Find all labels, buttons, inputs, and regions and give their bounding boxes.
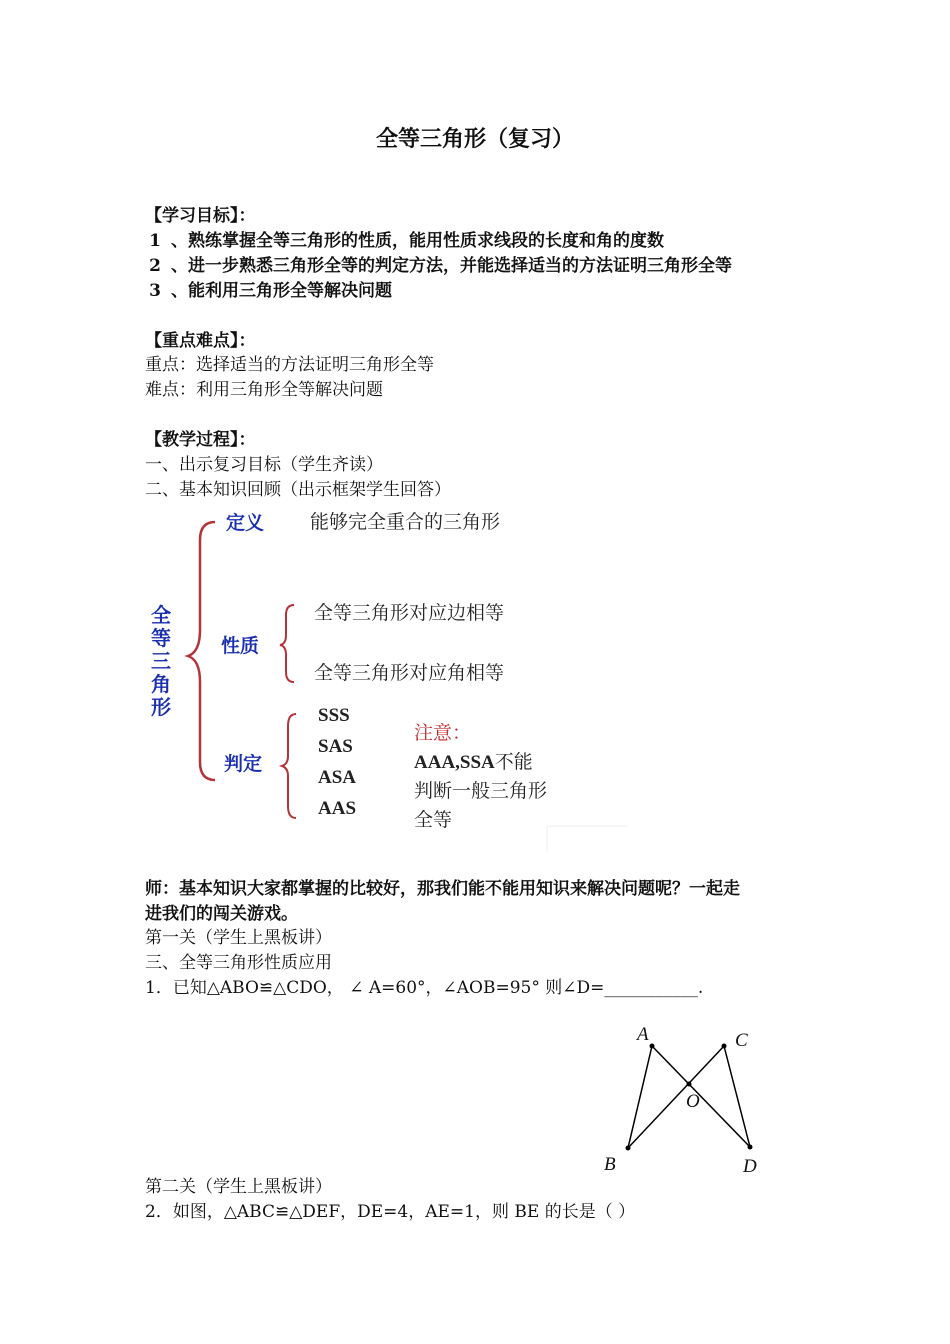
segment-cd: [724, 1046, 750, 1147]
level1-section: 三、全等三角形性质应用: [145, 953, 332, 973]
objective-num: 2: [149, 256, 161, 276]
difficult-point: 难点：利用三角形全等解决问题: [145, 380, 383, 400]
segment-bc: [628, 1046, 724, 1148]
root-char: 三: [151, 649, 171, 673]
objective-text: 、能利用三角形全等解决问题: [171, 281, 392, 301]
process-step-1: 一、出示复习目标（学生齐读）: [145, 455, 383, 475]
property-label: 性质: [221, 635, 260, 657]
objective-text: 、进一步熟悉三角形全等的判定方法，并能选择适当的方法证明三角形全等: [171, 256, 732, 276]
note-text: 不能: [494, 751, 533, 773]
segment-da: [652, 1046, 750, 1147]
level2-heading: 第二关（学生上黑板讲）: [145, 1177, 332, 1197]
teacher-line-2: 进我们的闯关游戏。: [145, 904, 298, 924]
point-label-d: D: [743, 1156, 757, 1177]
root-char: 角: [151, 672, 171, 696]
point-label-a: A: [637, 1024, 649, 1045]
objectives-heading: 【学习目标】：: [145, 206, 256, 226]
criteria-item: ASA: [318, 767, 357, 788]
definition-label: 定义: [226, 512, 265, 534]
process-step-2: 二、基本知识回顾（出示框架学生回答）: [145, 480, 451, 500]
property-item: 全等三角形对应边相等: [314, 602, 505, 624]
point-label-o: O: [686, 1091, 700, 1112]
note-line: 判断一般三角形: [414, 780, 548, 802]
objective-text: 、熟练掌握全等三角形的性质，能用性质求线段的长度和角的度数: [171, 231, 664, 251]
criteria-item: AAS: [318, 798, 357, 819]
note-bold: AAA,SSA: [414, 752, 495, 773]
criteria-label: 判定: [224, 753, 263, 775]
property-item: 全等三角形对应角相等: [314, 662, 505, 684]
point-label-c: C: [735, 1030, 748, 1051]
root-char: 等: [151, 626, 171, 650]
level1-question: 1．已知△ABO≌△CDO， ∠ A=60°，∠AOB=95° 则∠D=___________.: [145, 978, 704, 998]
root-char: 全: [151, 603, 171, 627]
page-title: 全等三角形（复习）: [375, 126, 574, 152]
criteria-item: SAS: [318, 736, 353, 757]
objective-num: 3: [149, 281, 161, 301]
level1-heading: 第一关（学生上黑板讲）: [145, 928, 332, 948]
teacher-line-1: 师：基本知识大家都掌握的比较好，那我们能不能用知识来解决问题呢？一起走: [145, 879, 740, 899]
note-title: 注意：: [414, 722, 472, 744]
segment-ab: [628, 1046, 652, 1148]
level2-question: 2．如图，△ABC≌△DEF，DE=4，AE=1，则 BE 的长是（ ）: [145, 1202, 636, 1222]
note-line: 全等: [414, 809, 453, 831]
criteria-item: SSS: [318, 705, 350, 726]
root-char: 形: [151, 695, 171, 719]
process-heading: 【教学过程】：: [145, 430, 256, 450]
key-point: 重点：选择适当的方法证明三角形全等: [145, 355, 434, 375]
keypoints-heading: 【重点难点】：: [145, 331, 256, 351]
point-label-b: B: [604, 1154, 616, 1175]
definition-text: 能够完全重合的三角形: [310, 511, 501, 533]
objective-num: 1: [149, 231, 161, 251]
